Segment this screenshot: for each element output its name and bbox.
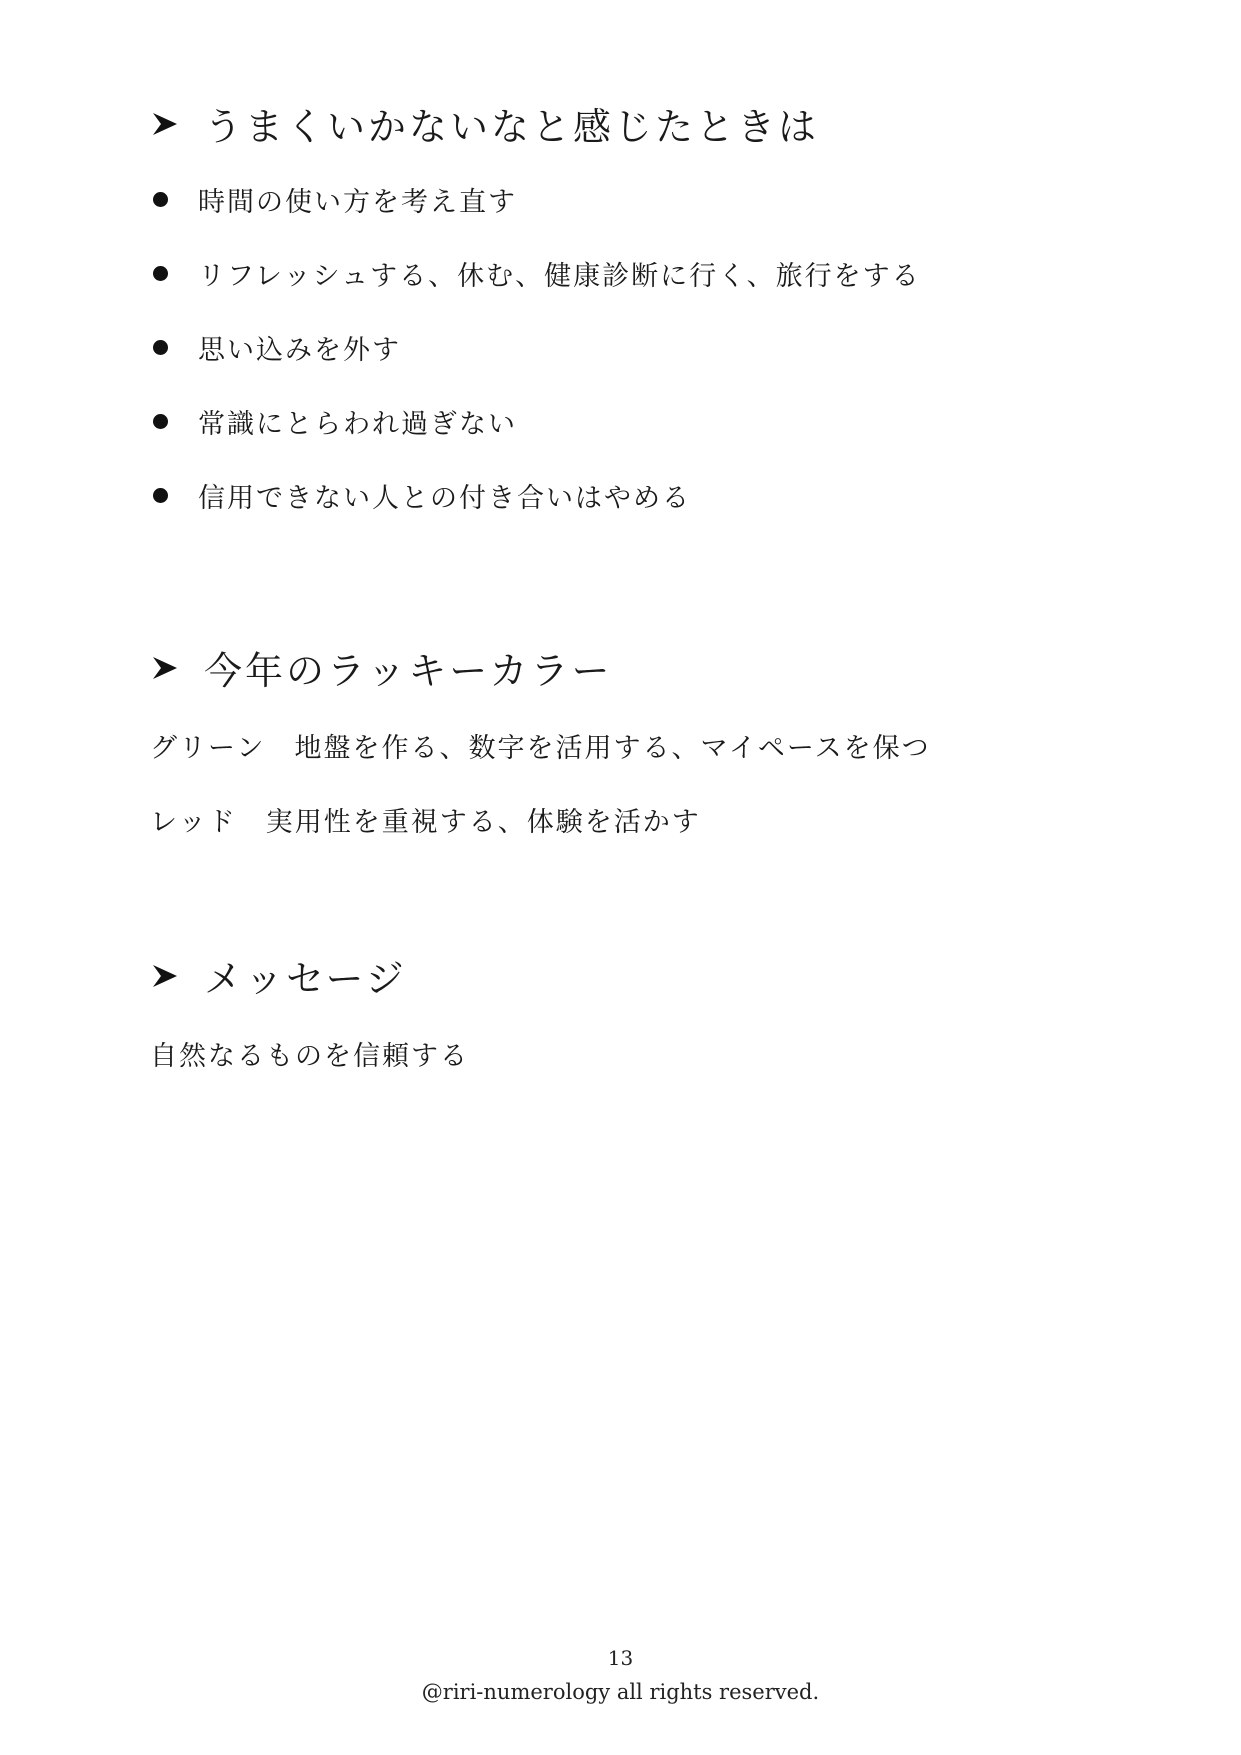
- section-heading-colors: [150, 640, 612, 695]
- section-heading-colors-text: 今年のラッキーカラー: [204, 649, 613, 693]
- lucky-color-line-green: グリーン 地盤を作る、数字を活用する、マイペースを保つ: [150, 733, 931, 764]
- section-heading-trouble: [150, 96, 819, 151]
- section-heading-trouble-text: うまくいかないなと感じたときは: [204, 105, 820, 149]
- bullet-dot-icon: [153, 414, 168, 429]
- section-heading-message-text: メッセージ: [204, 957, 407, 1001]
- list-item: [150, 476, 691, 515]
- bullet-dot-icon: [153, 266, 168, 281]
- list-item: [150, 254, 921, 293]
- section-heading-message: [150, 948, 407, 1003]
- list-item: [150, 402, 517, 441]
- arrowhead-icon: [150, 653, 180, 683]
- arrowhead-icon: [150, 961, 180, 991]
- list-item-text: 思い込みを外す: [198, 335, 401, 366]
- bullet-dot-icon: [153, 488, 168, 503]
- list-item: [150, 180, 517, 219]
- list-item: [150, 328, 401, 367]
- message-text: 自然なるものを信頼する: [150, 1041, 469, 1072]
- list-item-text: 信用できない人との付き合いはやめる: [198, 483, 691, 514]
- lucky-color-line-red: レッド 実用性を重視する、体験を活かす: [150, 807, 701, 838]
- list-item-text: 時間の使い方を考え直す: [198, 187, 517, 218]
- bullet-dot-icon: [153, 340, 168, 355]
- bullet-dot-icon: [153, 192, 168, 207]
- page-number: 13: [607, 1646, 634, 1670]
- list-item-text: リフレッシュする、休む、健康診断に行く、旅行をする: [198, 261, 921, 292]
- arrowhead-icon: [150, 109, 180, 139]
- copyright-notice: @riri-numerology all rights reserved.: [421, 1680, 820, 1704]
- list-item-text: 常識にとらわれ過ぎない: [198, 409, 517, 440]
